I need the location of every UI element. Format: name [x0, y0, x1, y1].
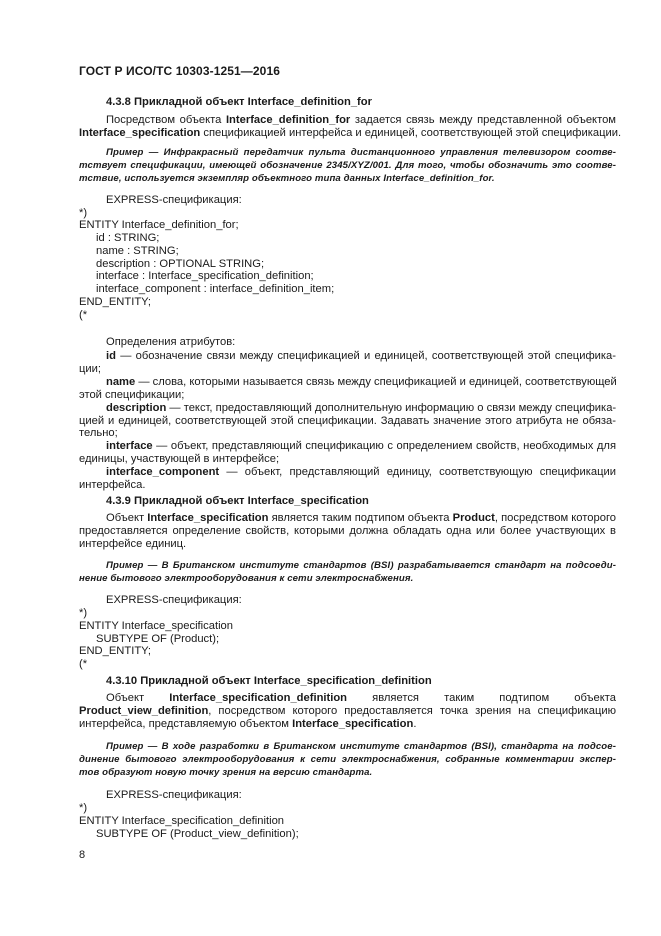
s439-express-label: EXPRESS-спецификация:	[106, 594, 242, 606]
s438-para-line-1: Посредством объекта Interface_definition_for задается связь между представленной объектом	[106, 114, 616, 126]
s4310-para-line-3: интерфейса, представляемую объектом Interface_specification.	[79, 718, 417, 730]
s4310-express-label: EXPRESS-спецификация:	[106, 789, 242, 801]
section-heading-4-3-9: 4.3.9 Прикладной объект Interface_specification	[106, 495, 369, 507]
code-line: END_ENTITY;	[79, 645, 152, 657]
document-header: ГОСТ Р ИСО/ТС 10303-1251—2016	[79, 64, 280, 78]
code-line: *)	[79, 207, 88, 219]
code-line: (*	[79, 658, 88, 670]
s4310-example-line-3: тов образуют новую точку зрения на версию стандарта.	[79, 767, 373, 778]
s4310-example-line-2: динение бытового электрооборудования к сети электроснабжения, собранные комментарии экспер-	[79, 754, 616, 765]
code-line: *)	[79, 607, 88, 619]
code-line: id : STRING;	[96, 232, 160, 244]
section-heading-4-3-8: 4.3.8 Прикладной объект Interface_definition_for	[106, 96, 372, 108]
code-line: ENTITY Interface_definition_for;	[79, 219, 239, 231]
s439-example-line-1: Пример — В Британском институте стандартов (BSI) разрабатывается стандарт на подсоеди-	[106, 560, 616, 571]
page-number: 8	[79, 849, 86, 861]
attr-interface-component-line-1: interface_component — объект, представляющий единицу, соответствующую спецификации	[106, 466, 616, 478]
s438-example-line-3: тствие, используется экземпляр объектного типа данных Interface_definition_for.	[79, 173, 495, 184]
s439-para-line-1: Объект Interface_specification является таким подтипом объекта Product, посредством которого	[106, 512, 616, 524]
s438-example-line-2: тствует спецификации, имеющей обозначение 2345/XYZ/001. Для того, чтобы обозначить это соотве-	[79, 160, 616, 171]
s439-example-line-2: нение бытового электрооборудования к сети электроснабжения.	[79, 573, 414, 584]
code-line: SUBTYPE OF (Product_view_definition);	[96, 828, 299, 840]
attr-description-line-3: тельно;	[79, 427, 118, 439]
s438-express-label: EXPRESS-спецификация:	[106, 194, 242, 206]
code-line: description : OPTIONAL STRING;	[96, 258, 265, 270]
s4310-para-line-1: Объект Interface_specification_definition является таким подтипом объекта	[106, 692, 617, 704]
s438-para-line-2: Interface_specification спецификацией интерфейса и единицей, соответствующей этой спецификации.	[79, 127, 622, 139]
s439-para-line-3: интерфейсе единиц.	[79, 538, 187, 550]
code-line: (*	[79, 309, 88, 321]
s439-para-line-2: предоставляется определение свойств, которыми должна обладать одна или более участвующих в	[79, 525, 616, 537]
code-line: *)	[79, 802, 88, 814]
attr-description-line-1: description — текст, предоставляющий дополнительную информацию о связи между специфика-	[106, 402, 617, 414]
attr-name-line-2: этой спецификации;	[79, 389, 185, 401]
attr-description-line-2: цией и единицей, соответствующей этой спецификации. Задавать значение этого атрибута не обяза-	[79, 415, 616, 427]
attr-name-line-1: name — слова, которыми называется связь между спецификацией и единицей, соответствующей	[106, 376, 617, 388]
code-line: name : STRING;	[96, 245, 179, 257]
attr-interface-component-line-2: интерфейса.	[79, 479, 146, 491]
section-heading-4-3-10: 4.3.10 Прикладной объект Interface_specification_definition	[106, 675, 432, 687]
code-line: ENTITY Interface_specification_definition	[79, 815, 285, 827]
attr-interface-line-2: единицы, участвующей в интерфейсе;	[79, 453, 280, 465]
code-line: SUBTYPE OF (Product);	[96, 633, 220, 645]
code-line: END_ENTITY;	[79, 296, 152, 308]
attr-definitions-title: Определения атрибутов:	[106, 336, 236, 348]
code-line: interface : Interface_specification_definition;	[96, 270, 314, 282]
code-line: ENTITY Interface_specification	[79, 620, 234, 632]
s4310-para-line-2: Product_view_definition, посредством которого предоставляется точка зрения на спецификацию	[79, 705, 616, 717]
s4310-example-line-1: Пример — В ходе разработки в Британском институте стандартов (BSI), стандарта на подсое-	[106, 741, 616, 752]
attr-interface-line-1: interface — объект, представляющий спецификацию с определением свойств, необходимых для	[106, 440, 616, 452]
code-line: interface_component : interface_definition_item;	[96, 283, 335, 295]
s438-example-line-1: Пример — Инфракрасный передатчик пульта дистанционного управления телевизором соотве-	[106, 147, 616, 158]
attr-id-line-1: id — обозначение связи между спецификацией и единицей, соответствующей этой специфика-	[106, 350, 616, 362]
attr-id-line-2: ции;	[79, 363, 102, 375]
